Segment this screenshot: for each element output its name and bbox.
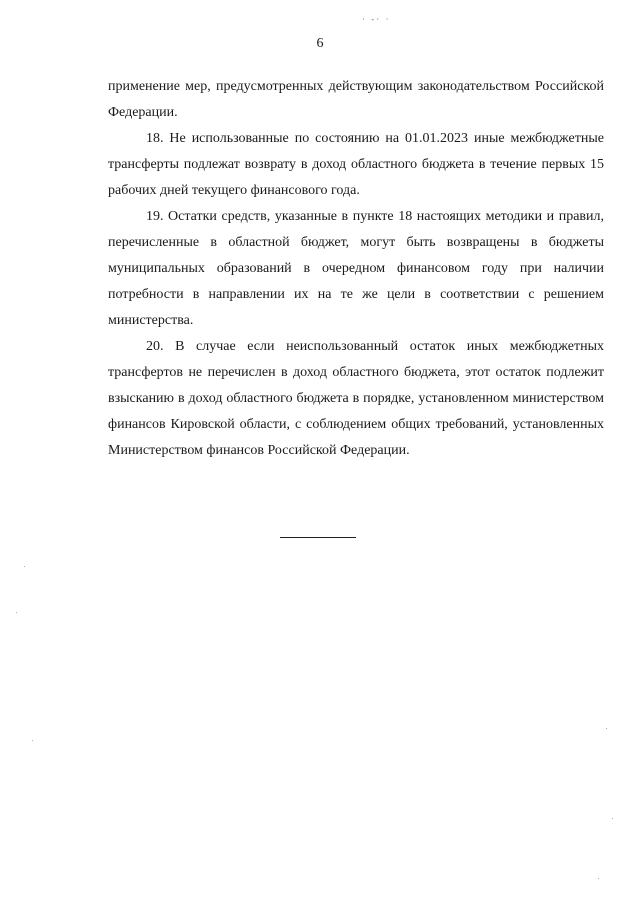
scan-speck bbox=[24, 566, 25, 567]
paragraph-20: 20. В случае если неиспользованный остаток иных межбюджетных трансфертов не перечислен в доход областного бюджета, этот остаток подлежит взысканию в доход областного бюджета в порядке, установленном министерством финансов Кировской области, с соблюдением общих требований, установленных Министерством финансов Российской Федерации. bbox=[108, 339, 604, 458]
scan-speck bbox=[32, 740, 33, 741]
scan-speck bbox=[606, 728, 607, 729]
scan-speck bbox=[598, 878, 599, 879]
scan-artifact: · -· · bbox=[362, 14, 391, 24]
paragraph-continuation: применение мер, предусмотренных действующим законодательством Российской Федерации. bbox=[108, 79, 604, 120]
paragraph-19: 19. Остатки средств, указанные в пункте 18 настоящих методики и правил, перечисленные в областной бюджет, могут быть возвращены в бюджеты муниципальных образований в очередном финансовом году при наличии потребности в направлении их на те же цели в соответствии с решением министерства. bbox=[108, 209, 604, 328]
document-body bbox=[108, 74, 604, 464]
page-number: 6 bbox=[316, 36, 324, 51]
scan-speck bbox=[16, 612, 17, 613]
paragraph-18: 18. Не использованные по состоянию на 01.01.2023 иные межбюджетные трансферты подлежат возврату в доход областного бюджета в течение первых 15 рабочих дней текущего финансового года. bbox=[108, 131, 604, 198]
scan-speck bbox=[612, 818, 613, 819]
end-divider-line bbox=[280, 537, 356, 538]
